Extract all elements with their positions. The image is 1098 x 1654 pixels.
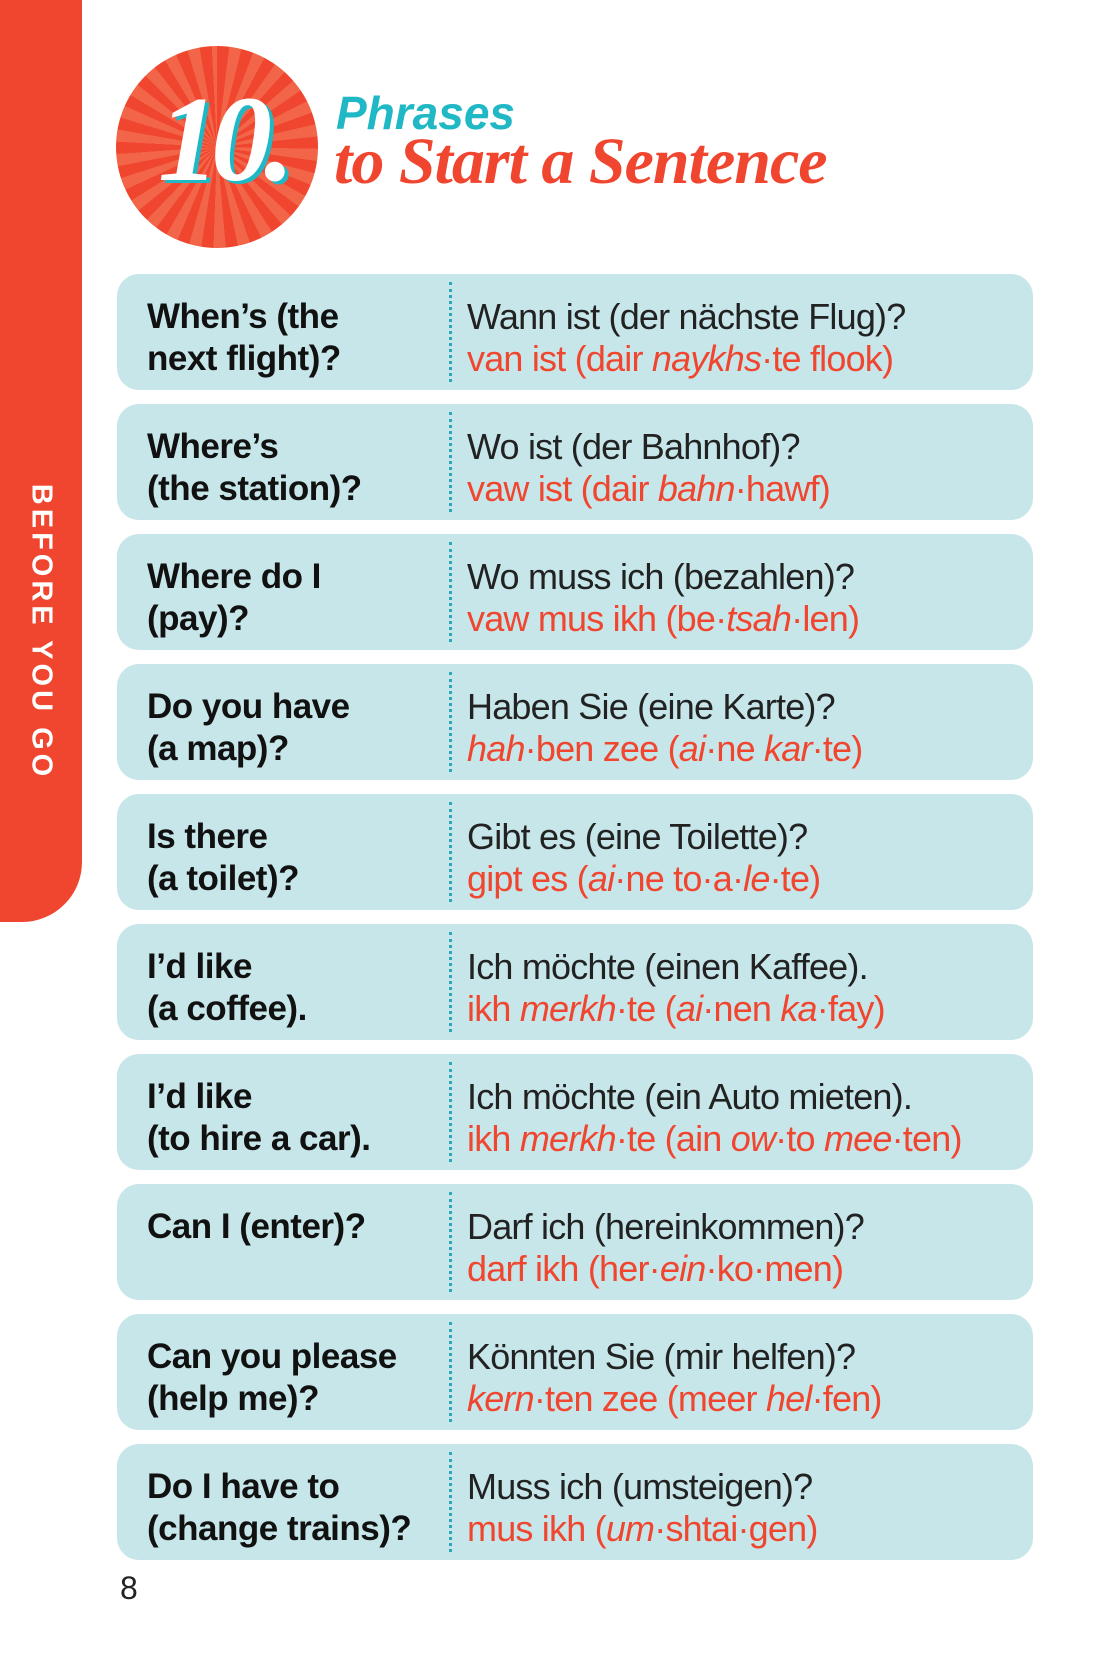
german-block — [467, 426, 830, 510]
english-line: Is there — [147, 817, 268, 856]
german-phrase: Ich möchte (ein Auto mieten). — [467, 1076, 913, 1117]
phrase-row — [117, 664, 1033, 780]
pronunciation — [467, 1118, 962, 1160]
pronunciation-segment: mus ikh ( — [467, 1508, 606, 1549]
english-line: I’d like — [147, 947, 252, 986]
phrase-row — [117, 274, 1033, 390]
stressed-syllable: ai — [678, 728, 706, 769]
english-line: (pay)? — [147, 599, 249, 638]
english-phrase — [147, 1466, 447, 1550]
stressed-syllable: bahn — [657, 468, 735, 509]
phrase-row — [117, 924, 1033, 1040]
pronunciation-segment: darf ikh (her· — [467, 1248, 660, 1289]
pronunciation — [467, 1508, 818, 1550]
german-block — [467, 556, 859, 640]
pronunciation — [467, 468, 830, 510]
pronunciation-segment: ·ko·men) — [705, 1248, 844, 1289]
english-line: (a map)? — [147, 729, 289, 768]
pronunciation-segment: ·te flook) — [761, 338, 894, 379]
page-number: 8 — [120, 1570, 138, 1606]
phrase-list — [117, 274, 1033, 1574]
stressed-syllable: ow — [730, 1118, 776, 1159]
english-line: Where’s — [147, 427, 279, 466]
pronunciation-segment: ·ten zee (meer — [533, 1378, 766, 1419]
german-phrase: Darf ich (hereinkommen)? — [467, 1206, 864, 1247]
stressed-syllable: naykhs — [651, 338, 762, 379]
stressed-syllable: merkh — [519, 988, 616, 1029]
pronunciation-segment: van ist (dair — [467, 338, 652, 379]
stressed-syllable: ein — [659, 1248, 706, 1289]
english-phrase — [147, 1206, 447, 1248]
stressed-syllable: ai — [587, 858, 615, 899]
english-phrase — [147, 1336, 447, 1420]
english-line: Do you have — [147, 687, 350, 726]
pronunciation — [467, 988, 885, 1030]
phrase-row — [117, 1444, 1033, 1560]
german-phrase: Wo ist (der Bahnhof)? — [467, 426, 800, 467]
german-phrase: Könnten Sie (mir helfen)? — [467, 1336, 856, 1377]
english-line: Can you please — [147, 1337, 397, 1376]
pronunciation-segment: ·ne — [705, 728, 765, 769]
english-phrase — [147, 556, 447, 640]
pronunciation-segment: ·fay) — [816, 988, 885, 1029]
stressed-syllable: hel — [765, 1378, 812, 1419]
english-line: Where do I — [147, 557, 321, 596]
pronunciation-segment: ·ten) — [891, 1118, 962, 1159]
section-tab — [0, 0, 82, 922]
stressed-syllable: ka — [780, 988, 817, 1029]
pronunciation — [467, 598, 859, 640]
dotted-divider — [449, 282, 452, 382]
dotted-divider — [449, 932, 452, 1032]
stressed-syllable: um — [605, 1508, 655, 1549]
english-line: Do I have to — [147, 1467, 340, 1506]
english-line: (change trains)? — [147, 1509, 412, 1548]
english-phrase — [147, 296, 447, 380]
english-line: (a toilet)? — [147, 859, 299, 898]
phrase-row — [117, 534, 1033, 650]
stressed-syllable: kar — [764, 728, 812, 769]
german-block — [467, 816, 820, 900]
pronunciation-segment: vaw ist (dair — [467, 468, 658, 509]
dotted-divider — [449, 672, 452, 772]
stressed-syllable: mee — [823, 1118, 892, 1159]
german-phrase: Ich möchte (einen Kaffee). — [467, 946, 868, 987]
english-line: (help me)? — [147, 1379, 319, 1418]
english-line: (the station)? — [147, 469, 362, 508]
page-title: to Start a Sentence — [334, 125, 827, 198]
german-block — [467, 686, 862, 770]
english-phrase — [147, 1076, 447, 1160]
dotted-divider — [449, 1192, 452, 1292]
german-block — [467, 1466, 818, 1550]
english-phrase — [147, 686, 447, 770]
pronunciation-segment: ·ne to·a· — [614, 858, 744, 899]
pronunciation-segment: ·hawf) — [734, 468, 830, 509]
stressed-syllable: ai — [675, 988, 703, 1029]
german-phrase: Wann ist (der nächste Flug)? — [467, 296, 906, 337]
title-top: Phrases — [336, 87, 516, 139]
pronunciation-segment: ·len) — [791, 598, 860, 639]
pronunciation-segment: gipt es ( — [467, 858, 588, 899]
english-line: Can I (enter)? — [147, 1207, 366, 1246]
pronunciation — [467, 1378, 882, 1420]
english-phrase — [147, 816, 447, 900]
pronunciation-segment: ·fen) — [811, 1378, 882, 1419]
pronunciation-segment: ikh — [467, 1118, 520, 1159]
german-phrase: Wo muss ich (bezahlen)? — [467, 556, 855, 597]
pronunciation-segment: vaw mus ikh (be· — [467, 598, 727, 639]
german-block — [467, 1076, 962, 1160]
phrase-row — [117, 794, 1033, 910]
english-line: (a coffee). — [147, 989, 307, 1028]
english-line: I’d like — [147, 1077, 252, 1116]
pronunciation-segment: ·ben zee ( — [524, 728, 679, 769]
section-label: BEFORE YOU GO — [25, 483, 58, 781]
german-block — [467, 1336, 882, 1420]
english-phrase — [147, 946, 447, 1030]
dotted-divider — [449, 1062, 452, 1162]
english-line: (to hire a car). — [147, 1119, 371, 1158]
german-phrase: Muss ich (umsteigen)? — [467, 1466, 813, 1507]
badge-number: 10. — [158, 72, 287, 207]
pronunciation-segment: ·te) — [811, 728, 863, 769]
pronunciation — [467, 338, 905, 380]
pronunciation — [467, 858, 820, 900]
phrase-row — [117, 1054, 1033, 1170]
pronunciation-segment: ·te (ain — [615, 1118, 731, 1159]
english-phrase — [147, 426, 447, 510]
stressed-syllable: merkh — [519, 1118, 616, 1159]
dotted-divider — [449, 802, 452, 902]
dotted-divider — [449, 542, 452, 642]
pronunciation — [467, 728, 862, 770]
german-phrase: Gibt es (eine Toilette)? — [467, 816, 808, 857]
german-block — [467, 946, 885, 1030]
english-line: When’s (the — [147, 297, 339, 336]
stressed-syllable: kern — [467, 1378, 534, 1419]
pronunciation — [467, 1248, 864, 1290]
pronunciation-segment: ·te ( — [615, 988, 676, 1029]
pronunciation-segment: ikh — [467, 988, 520, 1029]
phrase-row — [117, 1184, 1033, 1300]
phrase-row — [117, 404, 1033, 520]
pronunciation-segment: ·to — [775, 1118, 824, 1159]
dotted-divider — [449, 1322, 452, 1422]
pronunciation-segment: ·te) — [769, 858, 821, 899]
stressed-syllable: hah — [467, 728, 525, 769]
pronunciation-segment: ·nen — [702, 988, 781, 1029]
german-phrase: Haben Sie (eine Karte)? — [467, 686, 835, 727]
phrase-row — [117, 1314, 1033, 1430]
stressed-syllable: le — [743, 858, 770, 899]
german-block — [467, 296, 905, 380]
pronunciation-segment: ·shtai·gen) — [654, 1508, 818, 1549]
dotted-divider — [449, 1452, 452, 1552]
dotted-divider — [449, 412, 452, 512]
german-block — [467, 1206, 864, 1290]
english-line: next flight)? — [147, 339, 341, 378]
stressed-syllable: tsah — [726, 598, 792, 639]
